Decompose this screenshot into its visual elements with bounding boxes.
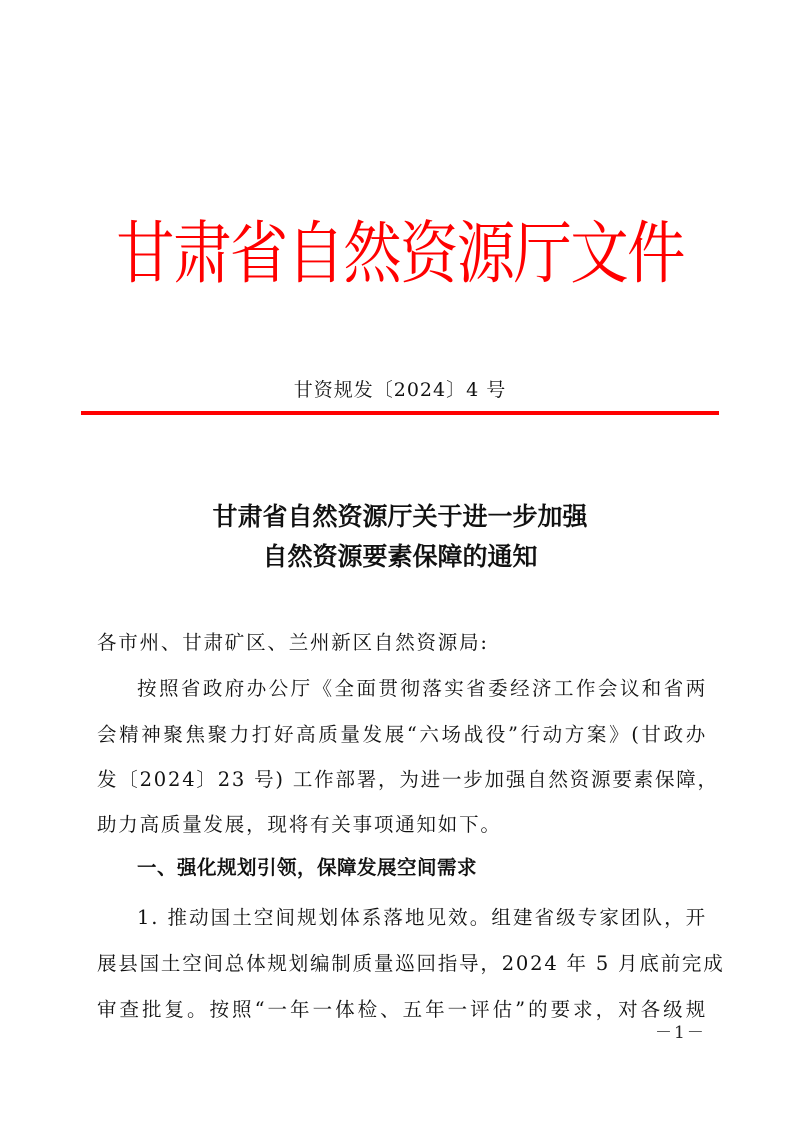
document-number: 甘资规发〔2024〕4 号 [293, 379, 507, 401]
red-divider-rule [81, 411, 719, 415]
document-masthead: 甘肃省自然资源厅文件 [116, 215, 684, 294]
paragraph-1-line-2: 会精神聚焦聚力打好高质量发展“六场战役”行动方案》(甘政办 [97, 723, 707, 746]
title-line-1: 甘肃省自然资源厅关于进一步加强 [212, 502, 588, 531]
title-line-2: 自然资源要素保障的通知 [262, 542, 538, 571]
item-1-line-1: 1. 推动国土空间规划体系落地见效。组建省级专家团队，开 [137, 906, 707, 929]
item-1-line-3: 审查批复。按照“一年一体检、五年一评估”的要求，对各级规 [97, 998, 707, 1021]
section-1-heading: 一、强化规划引领，保障发展空间需求 [137, 856, 478, 879]
paragraph-1-line-3: 发〔2024〕23 号) 工作部署，为进一步加强自然资源要素保障， [97, 768, 719, 791]
page-number: －1－ [655, 1023, 706, 1043]
paragraph-1-line-4: 助力高质量发展，现将有关事项通知如下。 [97, 813, 502, 836]
document-title [0, 497, 800, 577]
paragraph-1-line-1: 按照省政府办公厅《全面贯彻落实省委经济工作会议和省两 [137, 677, 707, 700]
salutation: 各市州、甘肃矿区、兰州新区自然资源局: [97, 631, 489, 654]
item-1-line-2: 展县国土空间总体规划编制质量巡回指导，2024 年 5 月底前完成 [97, 952, 725, 975]
